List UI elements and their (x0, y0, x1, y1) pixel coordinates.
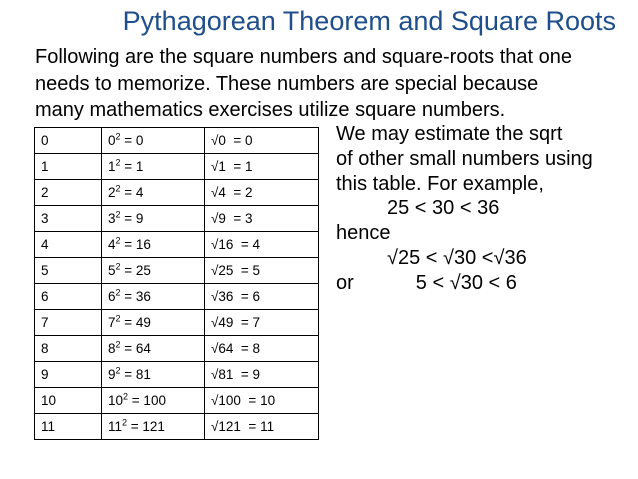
square-cell (102, 414, 205, 440)
square-base: 3 (108, 211, 116, 226)
square-cell (102, 284, 205, 310)
square-value: = 100 (128, 393, 166, 408)
square-cell (102, 310, 205, 336)
table-row (35, 310, 319, 336)
square-exponent: 2 (115, 287, 121, 298)
square-base: 1 (108, 159, 116, 174)
square-value: = 1 (120, 159, 144, 174)
table-row (35, 232, 319, 258)
number-cell: 9 (35, 362, 102, 388)
square-base: 8 (108, 341, 116, 356)
table-row (35, 284, 319, 310)
square-cell (102, 362, 205, 388)
sqrt-cell: √0 = 0 (205, 128, 319, 154)
table-row (35, 362, 319, 388)
square-base: 2 (108, 185, 116, 200)
number-cell: 7 (35, 310, 102, 336)
square-base: 4 (108, 237, 116, 252)
square-base: 6 (108, 289, 116, 304)
number-cell: 3 (35, 206, 102, 232)
page-title: Pythagorean Theorem and Square Roots (122, 6, 616, 36)
square-value: = 49 (120, 315, 151, 330)
square-value: = 81 (120, 367, 151, 382)
square-cell (102, 180, 205, 206)
sqrt-cell: √16 = 4 (205, 232, 319, 258)
square-exponent: 2 (115, 157, 121, 168)
explanation-line: of other small numbers using (336, 147, 593, 170)
square-value: = 9 (120, 211, 144, 226)
or-label: or (336, 271, 354, 294)
square-value: = 64 (120, 341, 151, 356)
number-cell: 5 (35, 258, 102, 284)
intro-line: many mathematics exercises utilize square numbers. (35, 99, 506, 121)
explanation-line: We may estimate the sqrt (336, 123, 563, 145)
square-value: = 36 (120, 289, 151, 304)
sqrt-cell: √4 = 2 (205, 180, 319, 206)
square-base: 0 (108, 133, 116, 148)
square-base: 9 (108, 367, 116, 382)
number-cell: 4 (35, 232, 102, 258)
square-cell (102, 388, 205, 414)
number-cell: 6 (35, 284, 102, 310)
square-cell (102, 232, 205, 258)
estimation-explanation (336, 122, 636, 296)
number-cell: 0 (35, 128, 102, 154)
square-cell (102, 128, 205, 154)
sqrt-cell: √1 = 1 (205, 154, 319, 180)
square-exponent: 2 (115, 313, 121, 324)
table-row (35, 388, 319, 414)
intro-line: Following are the square numbers and square-roots that one (35, 46, 572, 68)
sqrt-cell: √25 = 5 (205, 258, 319, 284)
square-exponent: 2 (115, 235, 121, 246)
sqrt-cell: √49 = 7 (205, 310, 319, 336)
squares-table (34, 127, 319, 440)
square-base: 5 (108, 263, 116, 278)
square-exponent: 2 (115, 365, 121, 376)
squares-table-body (35, 128, 319, 440)
table-row (35, 414, 319, 440)
sqrt-cell: √9 = 3 (205, 206, 319, 232)
table-row (35, 128, 319, 154)
inequality-conclusion (336, 271, 636, 296)
square-exponent: 2 (115, 183, 121, 194)
sqrt-cell: √36 = 6 (205, 284, 319, 310)
number-cell: 1 (35, 154, 102, 180)
table-row (35, 154, 319, 180)
square-base: 7 (108, 315, 116, 330)
hence-label: hence (336, 222, 391, 245)
intro-line: needs to memorize. These numbers are special because (35, 72, 539, 95)
square-base: 10 (108, 393, 124, 408)
inequality-line: 5 < √30 < 6 (415, 271, 517, 294)
square-value: = 25 (120, 263, 151, 278)
inequality-line: 25 < 30 < 36 (387, 197, 500, 220)
square-exponent: 2 (123, 391, 129, 402)
number-cell: 11 (35, 414, 102, 440)
square-exponent: 2 (115, 261, 121, 272)
square-exponent: 2 (115, 209, 121, 220)
square-base: 11 (108, 419, 123, 434)
explanation-line: this table. For example, (336, 172, 544, 195)
number-cell: 10 (35, 388, 102, 414)
sqrt-cell: √121 = 11 (205, 414, 319, 440)
square-exponent: 2 (122, 417, 128, 428)
square-cell (102, 154, 205, 180)
square-value: = 16 (120, 237, 151, 252)
square-value: = 4 (120, 185, 144, 200)
square-value: = 121 (127, 419, 165, 434)
square-exponent: 2 (115, 339, 121, 350)
sqrt-cell: √81 = 9 (205, 362, 319, 388)
intro-paragraph (35, 44, 635, 124)
number-cell: 2 (35, 180, 102, 206)
square-exponent: 2 (115, 131, 121, 142)
sqrt-cell: √100 = 10 (205, 388, 319, 414)
sqrt-cell: √64 = 8 (205, 336, 319, 362)
number-cell: 8 (35, 336, 102, 362)
table-row (35, 206, 319, 232)
table-row (35, 336, 319, 362)
table-row (35, 258, 319, 284)
table-row (35, 180, 319, 206)
square-cell (102, 258, 205, 284)
square-value: = 0 (120, 133, 144, 148)
square-cell (102, 206, 205, 232)
square-cell (102, 336, 205, 362)
inequality-line: √25 < √30 <√36 (387, 246, 527, 269)
